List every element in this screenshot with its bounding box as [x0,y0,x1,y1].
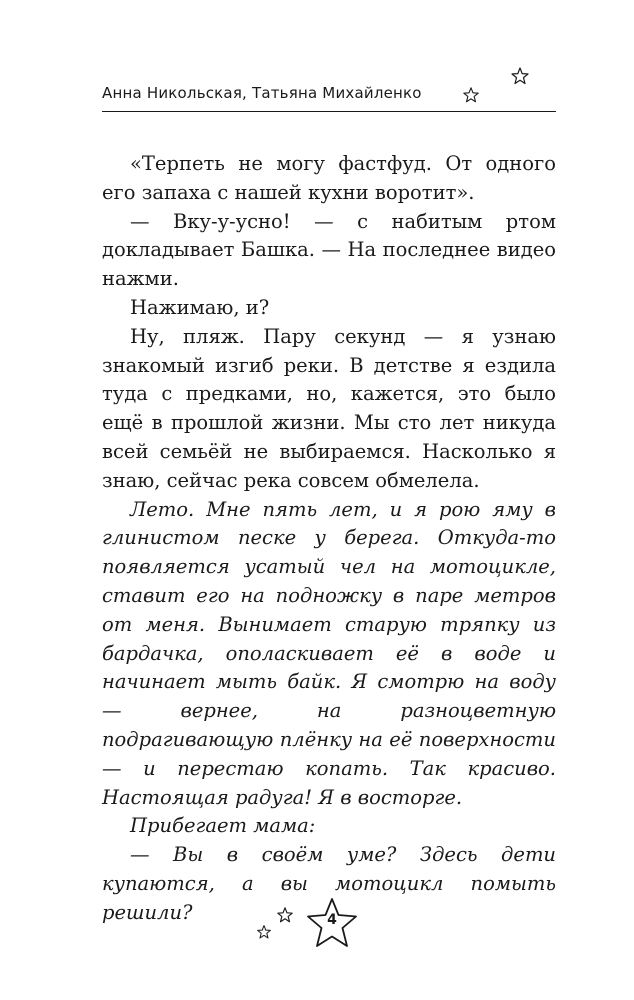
star-doodle-icon [276,906,294,924]
paragraph: Нажимаю, и? [130,295,270,319]
paragraph: Прибегает мама: [130,814,316,838]
paragraph: Ну, пляж. Пару секунд — я узнаю знакомый изгиб реки. В детстве я ездила туда с предками, но, кажется, это было ещё в прошлой жизни. Мы сто лет никуда всей семьёй не выбираемся. Насколько я знаю, сейчас река совсем обмелела. [102,324,556,492]
author-line: Анна Никольская, Татьяна Михайленко [102,84,422,102]
paragraph: Лето. Мне пять лет, и я рою яму в глинистом песке у берега. Откуда-то появляется усатый чел на мотоцикле, ставит его на подножку в паре метров от меня. Вынимает старую тряпку из бардачка, ополаскивает её в воде и начинает мыть байк. Я смотрю на воду — вернее, на разноцветную подрагивающую плёнку на её поверхности — и перестаю копать. Так красиво. Настоящая радуга! Я в восторге. [102,497,556,809]
text-body [102,150,556,928]
star-doodle-icon [256,924,272,940]
star-doodle-icon [462,86,480,104]
header-rule [102,111,556,112]
page-number: 4 [327,912,337,928]
paragraph: «Терпеть не могу фастфуд. От одного его запаха с нашей кухни воротит». [102,152,556,204]
page-number-badge [304,896,360,952]
running-header [102,84,556,112]
star-doodle-icon [510,66,530,86]
paragraph: — Вку-у-усно! — с набитым ртом докладывает Башка. — На последнее видео нажми. [102,209,556,291]
paragraph: — Вы в своём уме? Здесь дети купаются, а вы мотоцикл помыть решили? [102,843,556,924]
